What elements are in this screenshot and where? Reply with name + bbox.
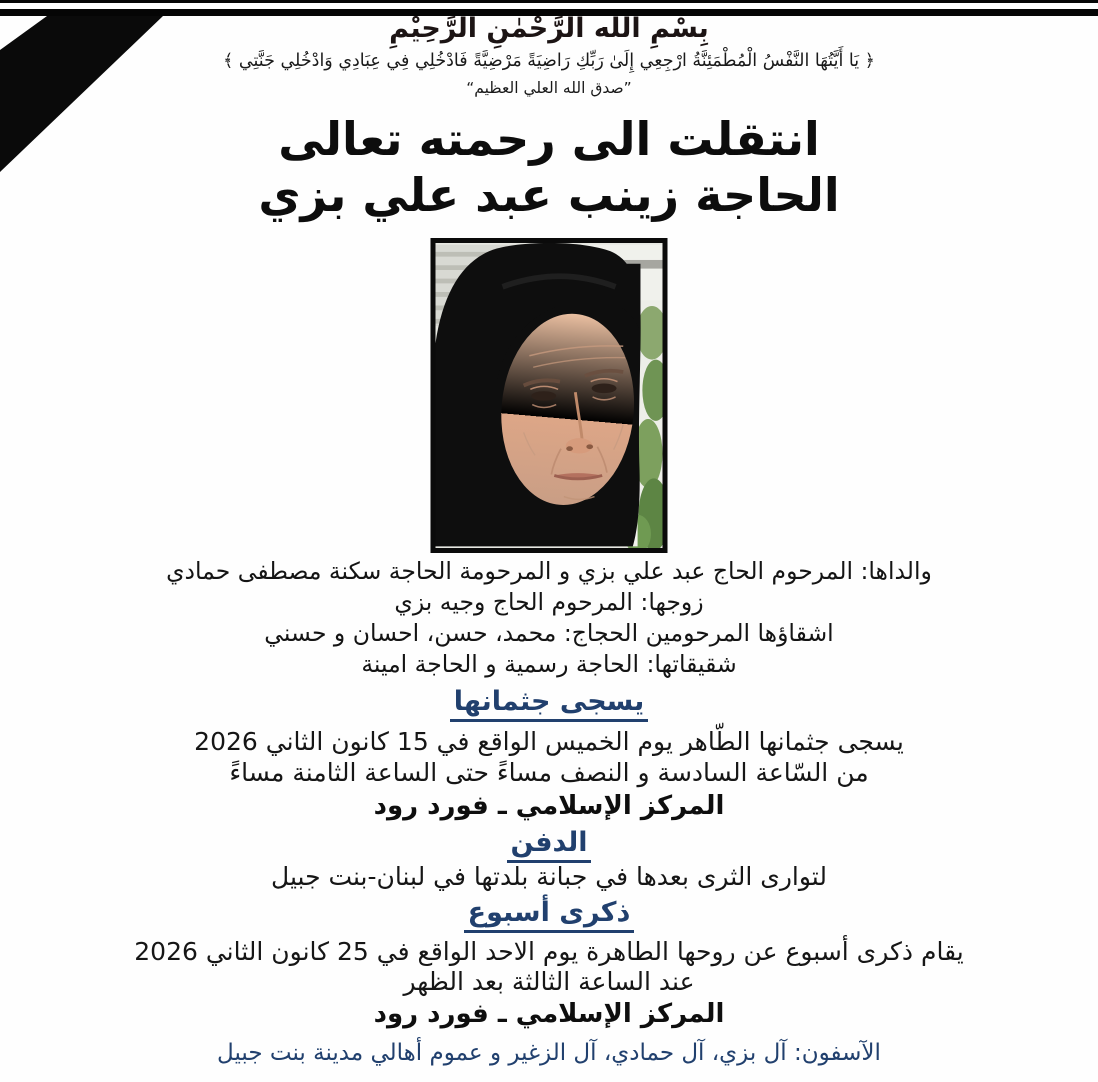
family-brothers-line: اشقاؤها المرحومين الحجاج: محمد، حسن، احسان و حسني [264, 619, 834, 648]
quran-verse: ﴿ يَا أَيَّتُهَا النَّفْسُ الْمُطْمَئِنَّةُ ارْجِعِي إِلَىٰ رَبِّكِ رَاضِيَةً مَرْضِيَّةً فَادْخُلِي فِي عِبَادِي وَادْخُلِي جَنَّتِي ﴾ [223, 51, 875, 71]
visitation-heading: يسجى جثمانها [0, 686, 1098, 722]
family-parents-line: والداها: المرحوم الحاج عبد علي بزي و المرحومة الحاجة سكنة مصطفى حمادي [166, 557, 932, 585]
deceased-portrait [436, 243, 663, 548]
family-details [0, 556, 1098, 680]
family-sisters-line: شقيقاتها: الحاجة رسمية و الحاجة امينة [361, 650, 737, 679]
burial-line: لتوارى الثرى بعدها في جبانة بلدتها في لبنان-بنت جبيل [271, 862, 827, 891]
bismillah-text: بِسْمِ الله الرَّحْمٰنِ الرَّحِيْمِ [389, 13, 709, 44]
family-husband-line: زوجها: المرحوم الحاج وجيه بزي [394, 588, 704, 617]
memorial-venue: المركز الإسلامي ـ فورد رود [373, 999, 725, 1029]
deceased-name: الحاجة زينب عبد علي بزي [258, 168, 840, 222]
burial-heading: الدفن [0, 827, 1098, 863]
memorial-date-line: يقام ذكرى أسبوع عن روحها الطاهرة يوم الاحد الواقع في 25 كانون الثاني 2026 [134, 937, 964, 966]
visitation-venue: المركز الإسلامي ـ فورد رود [373, 791, 725, 821]
visitation-date-line: يسجى جثمانها الطّاهر يوم الخميس الواقع في 15 كانون الثاني 2026 [194, 727, 904, 756]
memorial-heading: ذكرى أسبوع [0, 897, 1098, 933]
top-rule-thin [0, 0, 1098, 3]
sadaqa-text: ”صدق الله العلي العظيم“ [466, 79, 632, 97]
announcement-line: انتقلت الى رحمته تعالى [278, 112, 820, 166]
deceased-photo-frame [431, 238, 668, 553]
visitation-time-line: من السّاعة السادسة و النصف مساءً حتى الساعة الثامنة مساءً [229, 758, 869, 787]
mourners-line: الآسفون: آل بزي، آل حمادي، آل الزغير و عموم أهالي مدينة بنت جبيل [217, 1040, 881, 1066]
memorial-time-line: عند الساعة الثالثة بعد الظهر [403, 967, 695, 996]
